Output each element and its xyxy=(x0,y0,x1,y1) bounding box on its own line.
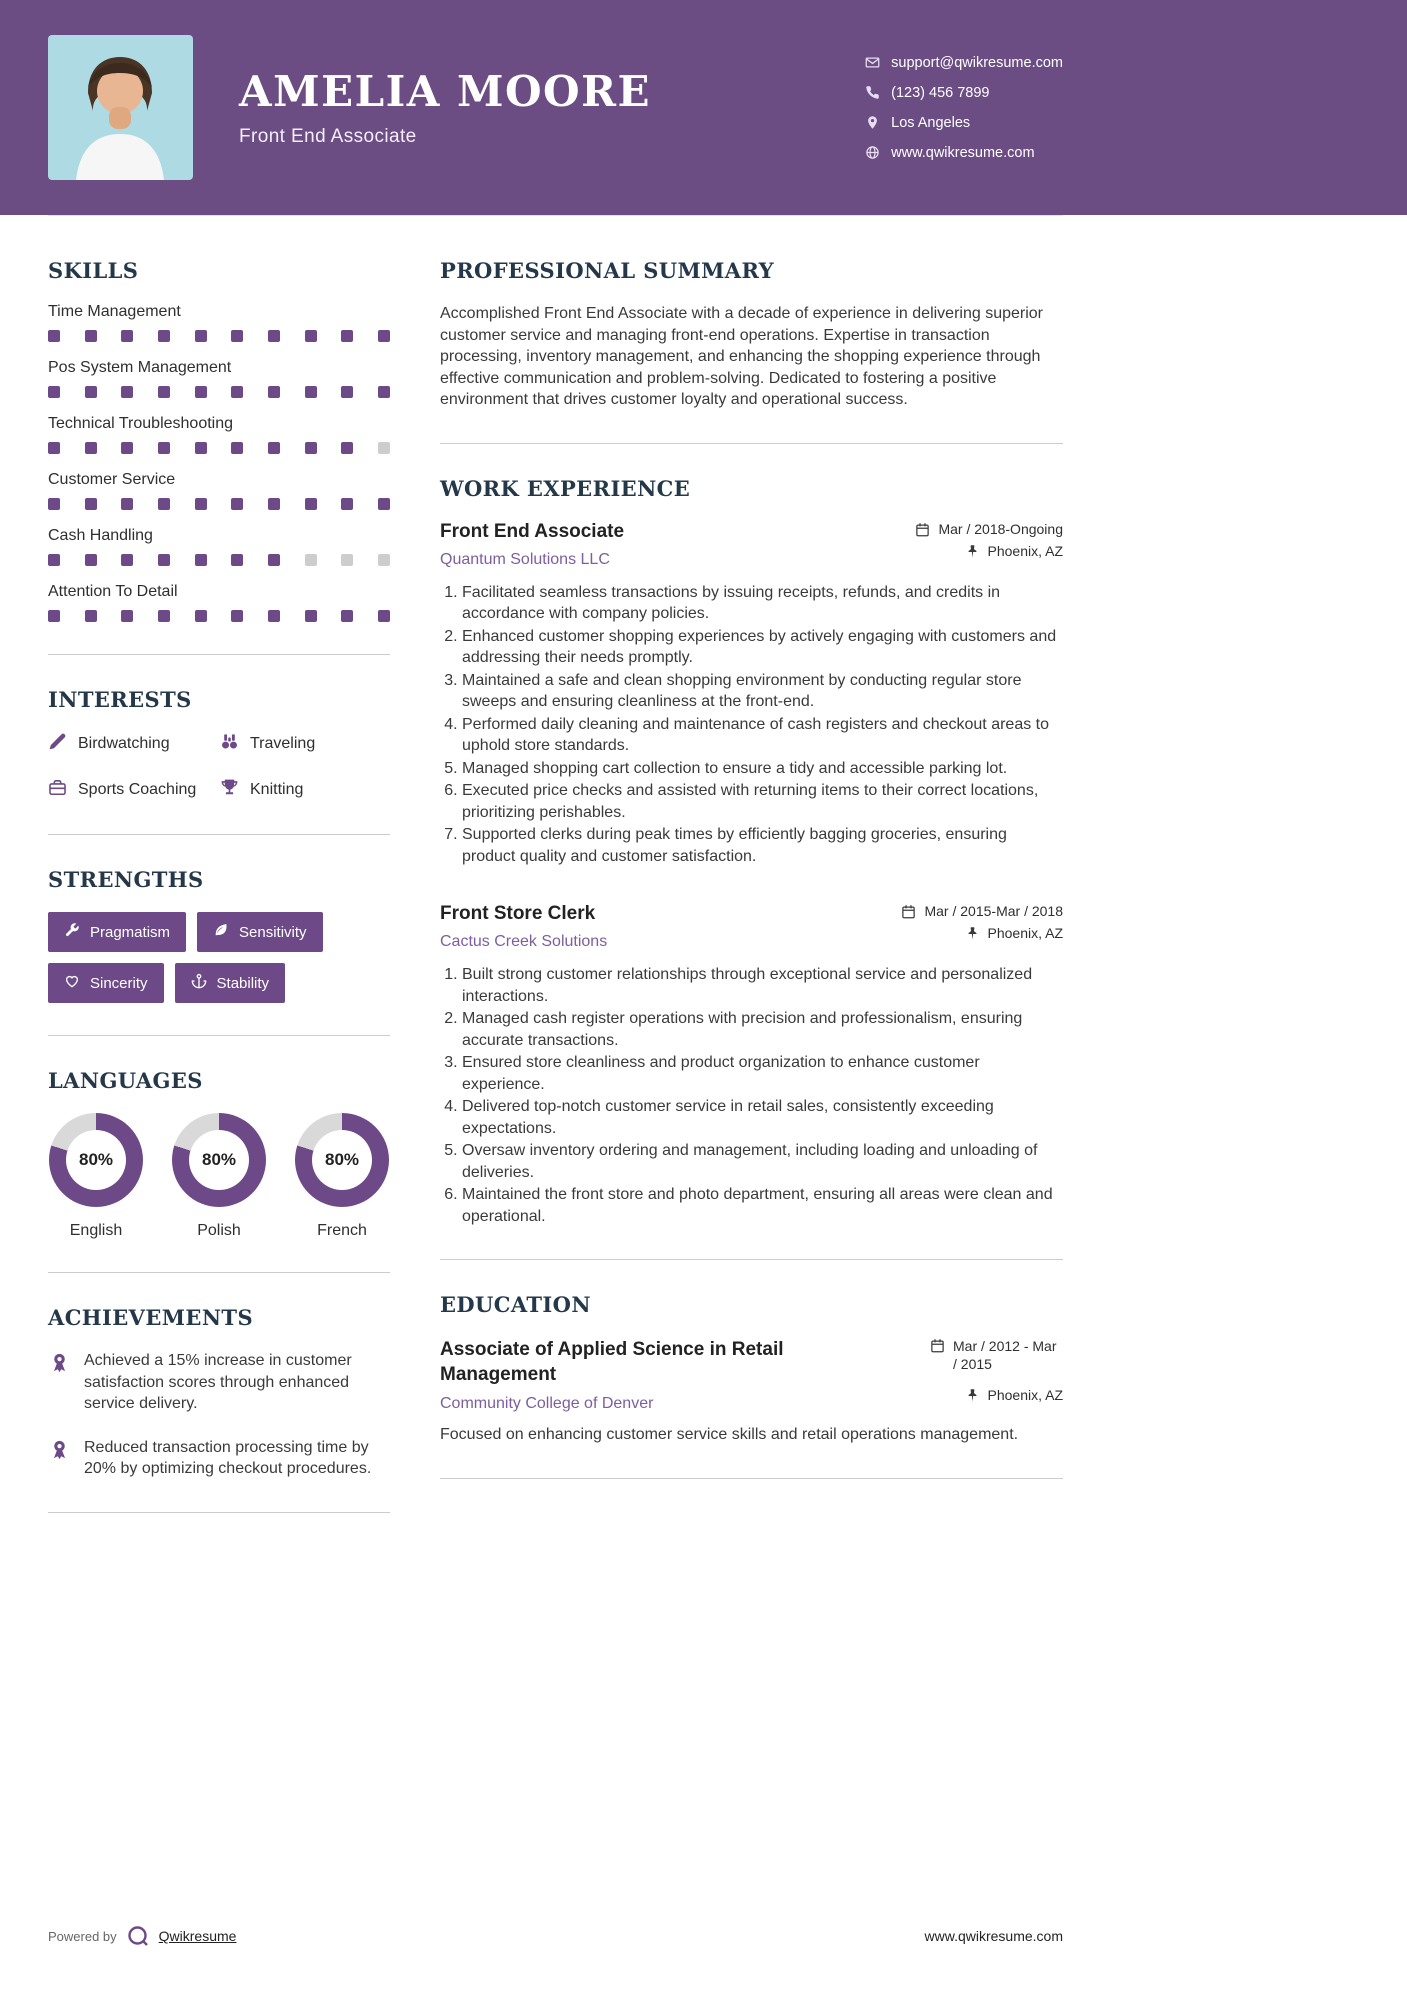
skill-level-square xyxy=(158,386,170,398)
languages-list xyxy=(48,1113,390,1240)
experience-section xyxy=(440,476,1063,1228)
heart-icon xyxy=(64,973,80,993)
skill-item xyxy=(48,527,390,566)
job-company-row xyxy=(440,543,1063,569)
skill-name: Customer Service xyxy=(48,471,176,488)
contact-email-text: support@qwikresume.com xyxy=(891,54,1063,71)
achievement-item xyxy=(48,1437,390,1480)
skill-level-square xyxy=(231,442,243,454)
skill-level-square xyxy=(48,442,60,454)
skill-level-square xyxy=(341,554,353,566)
skill-item xyxy=(48,583,390,622)
skill-level-square xyxy=(195,330,207,342)
skill-level-square xyxy=(378,498,390,510)
skill-level-square xyxy=(48,554,60,566)
skill-level-square xyxy=(268,610,280,622)
avatar xyxy=(48,35,193,180)
section-divider xyxy=(48,834,390,835)
interest-item xyxy=(220,778,390,802)
job-company: Quantum Solutions LLC xyxy=(440,550,610,568)
job-entry xyxy=(440,903,1063,1227)
skill-level-square xyxy=(305,610,317,622)
skill-level-square xyxy=(305,498,317,510)
education-location xyxy=(965,1387,1064,1403)
email-icon xyxy=(865,55,880,70)
skill-level-square xyxy=(231,386,243,398)
contact-location-text: Los Angeles xyxy=(891,114,971,131)
job-dates xyxy=(915,521,1063,537)
skill-level-square xyxy=(378,554,390,566)
skill-level-square xyxy=(121,330,133,342)
skill-name: Attention To Detail xyxy=(48,583,178,600)
anchor-icon xyxy=(191,973,207,993)
experience-heading: WORK EXPERIENCE xyxy=(440,475,691,501)
skill-level-square xyxy=(158,330,170,342)
job-bullet: 2. Enhanced customer shopping experiences by actively engaging with customers and addressing their needs promptly. xyxy=(462,626,1063,669)
strength-chip xyxy=(175,963,286,1003)
skill-level-square xyxy=(268,442,280,454)
pencil-icon xyxy=(48,732,67,756)
skill-level-square xyxy=(121,554,133,566)
interest-label: Traveling xyxy=(250,735,316,752)
skill-level-square xyxy=(305,442,317,454)
skill-level-square xyxy=(195,498,207,510)
skill-level-square xyxy=(195,442,207,454)
skill-level-square xyxy=(158,498,170,510)
profile-photo xyxy=(48,35,193,180)
job-bullet: 6. Maintained the front store and photo department, ensuring all areas were clean and operational. xyxy=(462,1184,1063,1227)
education-dates xyxy=(930,1337,1063,1373)
language-percent: 80% xyxy=(189,1130,249,1190)
education-degree: Associate of Applied Science in Retail Management xyxy=(440,1339,784,1385)
skills-heading: SKILLS xyxy=(48,258,139,283)
skill-level-square xyxy=(121,498,133,510)
skill-level-square xyxy=(268,386,280,398)
job-dates-text: Mar / 2015-Mar / 2018 xyxy=(924,903,1063,919)
language-donut-chart xyxy=(49,1113,143,1207)
skill-name: Time Management xyxy=(48,303,181,320)
contact-website-text: www.qwikresume.com xyxy=(891,144,1035,161)
job-title: Front Store Clerk xyxy=(440,903,596,924)
language-item xyxy=(171,1113,267,1240)
left-column xyxy=(48,258,390,1545)
job-bullet: 5. Oversaw inventory ordering and management, including loading and unloading of deliveries. xyxy=(462,1140,1063,1183)
achievements-list xyxy=(48,1350,390,1480)
footer-brand-group xyxy=(48,1924,236,1948)
skill-level-square xyxy=(195,610,207,622)
skill-level-square xyxy=(341,610,353,622)
section-divider xyxy=(440,443,1063,444)
skills-section xyxy=(48,258,390,622)
job-bullet: 2. Managed cash register operations with precision and professionalism, ensuring accurate transactions. xyxy=(462,1008,1063,1051)
contact-phone xyxy=(865,85,1063,101)
contact-email[interactable] xyxy=(865,55,1063,71)
skill-level-square xyxy=(268,330,280,342)
trophy-icon xyxy=(220,778,239,802)
skill-level-square xyxy=(85,554,97,566)
contact-phone-text: (123) 456 7899 xyxy=(891,84,990,101)
leaf-icon xyxy=(213,922,229,942)
skill-level-square xyxy=(378,610,390,622)
summary-text: Accomplished Front End Associate with a decade of experience in delivering superior customer service and managing front-end operations. Expertise in transaction processing, inventory management, and enhancing the shopping experience through effective communication and problem-solving. Dedicated to fostering a positive environment that drives customer loyalty and operational success. xyxy=(440,305,1043,408)
job-location xyxy=(965,925,1064,941)
job-dates-text: Mar / 2018-Ongoing xyxy=(938,520,1063,537)
pin-icon xyxy=(965,1388,980,1403)
achievements-heading: ACHIEVEMENTS xyxy=(48,1305,254,1330)
skill-level-square xyxy=(85,330,97,342)
skill-level-bar xyxy=(48,554,390,566)
strength-label: Sincerity xyxy=(90,974,148,992)
skill-level-square xyxy=(378,330,390,342)
job-bullet: 7. Supported clerks during peak times by efficiently bagging groceries, ensuring product quality and customer satisfaction. xyxy=(462,824,1063,867)
interest-item xyxy=(48,778,220,802)
skill-level-square xyxy=(268,498,280,510)
job-bullet: 3. Maintained a safe and clean shopping environment by conducting regular store sweeps and ensuring cleanliness at the front-end. xyxy=(462,670,1063,713)
languages-section xyxy=(48,1068,390,1240)
language-label: French xyxy=(317,1222,367,1239)
right-column xyxy=(440,258,1063,1545)
skill-level-square xyxy=(195,386,207,398)
language-label: Polish xyxy=(197,1222,241,1239)
language-label: English xyxy=(69,1222,123,1239)
skill-level-bar xyxy=(48,386,390,398)
skill-level-square xyxy=(85,442,97,454)
skills-list xyxy=(48,303,390,622)
skill-level-square xyxy=(158,442,170,454)
education-title-row xyxy=(440,1337,1063,1387)
job-bullet: 1. Built strong customer relationships through exceptional service and personalized interactions. xyxy=(462,964,1063,1007)
skill-level-square xyxy=(341,386,353,398)
strengths-heading: STRENGTHS xyxy=(48,867,204,892)
interest-label: Knitting xyxy=(250,781,304,798)
job-bullets xyxy=(440,582,1063,868)
job-location-text: Phoenix, AZ xyxy=(987,925,1063,941)
skill-item xyxy=(48,303,390,342)
skill-level-square xyxy=(231,498,243,510)
skill-level-square xyxy=(231,610,243,622)
interest-item xyxy=(48,732,220,756)
phone-icon xyxy=(865,85,880,100)
contact-location xyxy=(865,115,1063,131)
section-divider xyxy=(48,1512,390,1513)
job-bullet: 3. Ensured store cleanliness and product organization to enhance customer experience. xyxy=(462,1052,1063,1095)
strengths-list xyxy=(48,912,390,1003)
wrench-icon xyxy=(64,922,80,942)
skill-level-square xyxy=(121,442,133,454)
skill-name: Technical Troubleshooting xyxy=(48,415,234,432)
strength-label: Stability xyxy=(216,974,270,992)
interest-label: Sports Coaching xyxy=(78,781,197,798)
achievement-text: Achieved a 15% increase in customer satisfaction scores through enhanced service delivery. xyxy=(84,1352,352,1412)
job-title-row xyxy=(440,521,1063,543)
header-inner xyxy=(48,0,1063,215)
language-donut-chart xyxy=(172,1113,266,1207)
skill-name: Pos System Management xyxy=(48,359,232,376)
interests-heading: INTERESTS xyxy=(48,687,192,712)
powered-by-label: Powered by xyxy=(48,1928,117,1944)
skill-level-square xyxy=(158,554,170,566)
skill-level-square xyxy=(48,610,60,622)
skill-level-square xyxy=(85,498,97,510)
achievement-text: Reduced transaction processing time by 20% by optimizing checkout procedures. xyxy=(84,1438,372,1477)
summary-heading: PROFESSIONAL SUMMARY xyxy=(440,258,775,283)
language-percent: 80% xyxy=(312,1130,372,1190)
job-title: Front End Associate xyxy=(440,520,625,542)
qwikresume-link[interactable]: Qwikresume xyxy=(158,1928,237,1944)
skill-level-square xyxy=(85,610,97,622)
skill-level-square xyxy=(378,386,390,398)
skill-level-square xyxy=(341,330,353,342)
interest-item xyxy=(220,732,390,756)
header xyxy=(0,0,1407,215)
job-bullet: 5. Managed shopping cart collection to ensure a tidy and accessible parking lot. xyxy=(462,758,1063,780)
strengths-section xyxy=(48,867,390,1003)
job-entry xyxy=(440,521,1063,868)
skill-level-square xyxy=(85,386,97,398)
skill-item xyxy=(48,415,390,454)
job-company-row xyxy=(440,925,1063,951)
language-donut-chart xyxy=(295,1113,389,1207)
language-item xyxy=(48,1113,144,1240)
education-school-row xyxy=(440,1387,1063,1413)
calendar-icon xyxy=(930,1338,945,1353)
education-section xyxy=(440,1292,1063,1446)
skill-level-square xyxy=(268,554,280,566)
achievement-item xyxy=(48,1350,390,1415)
skill-level-square xyxy=(48,330,60,342)
interest-label: Birdwatching xyxy=(78,735,170,752)
medal-icon xyxy=(48,1438,71,1461)
language-percent: 80% xyxy=(66,1130,126,1190)
candidate-title: Front End Associate xyxy=(239,126,417,147)
skill-level-bar xyxy=(48,610,390,622)
skill-level-bar xyxy=(48,498,390,510)
achievements-section xyxy=(48,1305,390,1480)
interests-list xyxy=(48,732,390,802)
section-divider xyxy=(48,654,390,655)
pin-icon xyxy=(965,926,980,941)
skill-level-square xyxy=(158,610,170,622)
section-divider xyxy=(48,1272,390,1273)
candidate-name: AMELIA MOORE xyxy=(239,67,652,116)
skill-level-square xyxy=(378,442,390,454)
strength-chip xyxy=(48,912,186,952)
education-description: Focused on enhancing customer service skills and retail operations management. xyxy=(440,1426,1019,1443)
skill-level-square xyxy=(305,330,317,342)
job-title-row xyxy=(440,903,1063,925)
skill-level-square xyxy=(121,610,133,622)
skill-level-bar xyxy=(48,330,390,342)
skill-item xyxy=(48,359,390,398)
binoculars-icon xyxy=(220,732,239,756)
education-location-text: Phoenix, AZ xyxy=(987,1387,1063,1403)
briefcase-icon xyxy=(48,778,67,802)
contact-info xyxy=(865,55,1063,161)
language-item xyxy=(294,1113,390,1240)
skill-level-square xyxy=(48,386,60,398)
skill-level-square xyxy=(305,386,317,398)
skill-item xyxy=(48,471,390,510)
calendar-icon xyxy=(901,904,916,919)
strength-label: Pragmatism xyxy=(90,923,171,941)
content xyxy=(48,215,1063,1545)
skill-level-square xyxy=(121,386,133,398)
skill-name: Cash Handling xyxy=(48,527,153,544)
qwikresume-logo-icon xyxy=(126,1924,150,1948)
skill-level-bar xyxy=(48,442,390,454)
calendar-icon xyxy=(915,522,930,537)
job-location xyxy=(965,543,1064,559)
interests-section xyxy=(48,687,390,802)
languages-heading: LANGUAGES xyxy=(48,1068,203,1093)
education-dates-text: Mar / 2012 - Mar / 2015 xyxy=(953,1338,1057,1372)
job-company: Cactus Creek Solutions xyxy=(440,933,608,950)
section-divider xyxy=(440,1259,1063,1260)
pin-icon xyxy=(965,544,980,559)
identity-block xyxy=(239,67,651,148)
strength-chip xyxy=(48,963,164,1003)
contact-website[interactable] xyxy=(865,145,1063,161)
strength-label: Sensitivity xyxy=(239,923,307,941)
footer xyxy=(48,1924,1063,1948)
skill-level-square xyxy=(195,554,207,566)
job-bullets xyxy=(440,964,1063,1227)
education-heading: EDUCATION xyxy=(440,1292,591,1317)
education-school: Community College of Denver xyxy=(440,1395,654,1412)
skill-level-square xyxy=(305,554,317,566)
job-bullet: 4. Performed daily cleaning and maintenance of cash registers and checkout areas to uphold store standards. xyxy=(462,714,1063,757)
globe-icon xyxy=(865,145,880,160)
job-bullet: 6. Executed price checks and assisted with returning items to their correct locations, prioritizing perishables. xyxy=(462,780,1063,823)
job-bullet: 1. Facilitated seamless transactions by issuing receipts, refunds, and credits in accordance with company policies. xyxy=(462,582,1063,625)
job-bullet: 4. Delivered top-notch customer service in retail sales, consistently exceeding expectations. xyxy=(462,1096,1063,1139)
section-divider xyxy=(48,1035,390,1036)
skill-level-square xyxy=(341,498,353,510)
job-dates xyxy=(901,903,1063,919)
skill-level-square xyxy=(48,498,60,510)
skill-level-square xyxy=(231,554,243,566)
skill-level-square xyxy=(231,330,243,342)
medal-icon xyxy=(48,1351,71,1374)
strength-chip xyxy=(197,912,323,952)
summary-section xyxy=(440,258,1063,411)
section-divider xyxy=(440,1478,1063,1479)
footer-site-url[interactable]: www.qwikresume.com xyxy=(924,1928,1063,1944)
location-icon xyxy=(865,115,880,130)
job-location-text: Phoenix, AZ xyxy=(987,542,1063,559)
skill-level-square xyxy=(341,442,353,454)
